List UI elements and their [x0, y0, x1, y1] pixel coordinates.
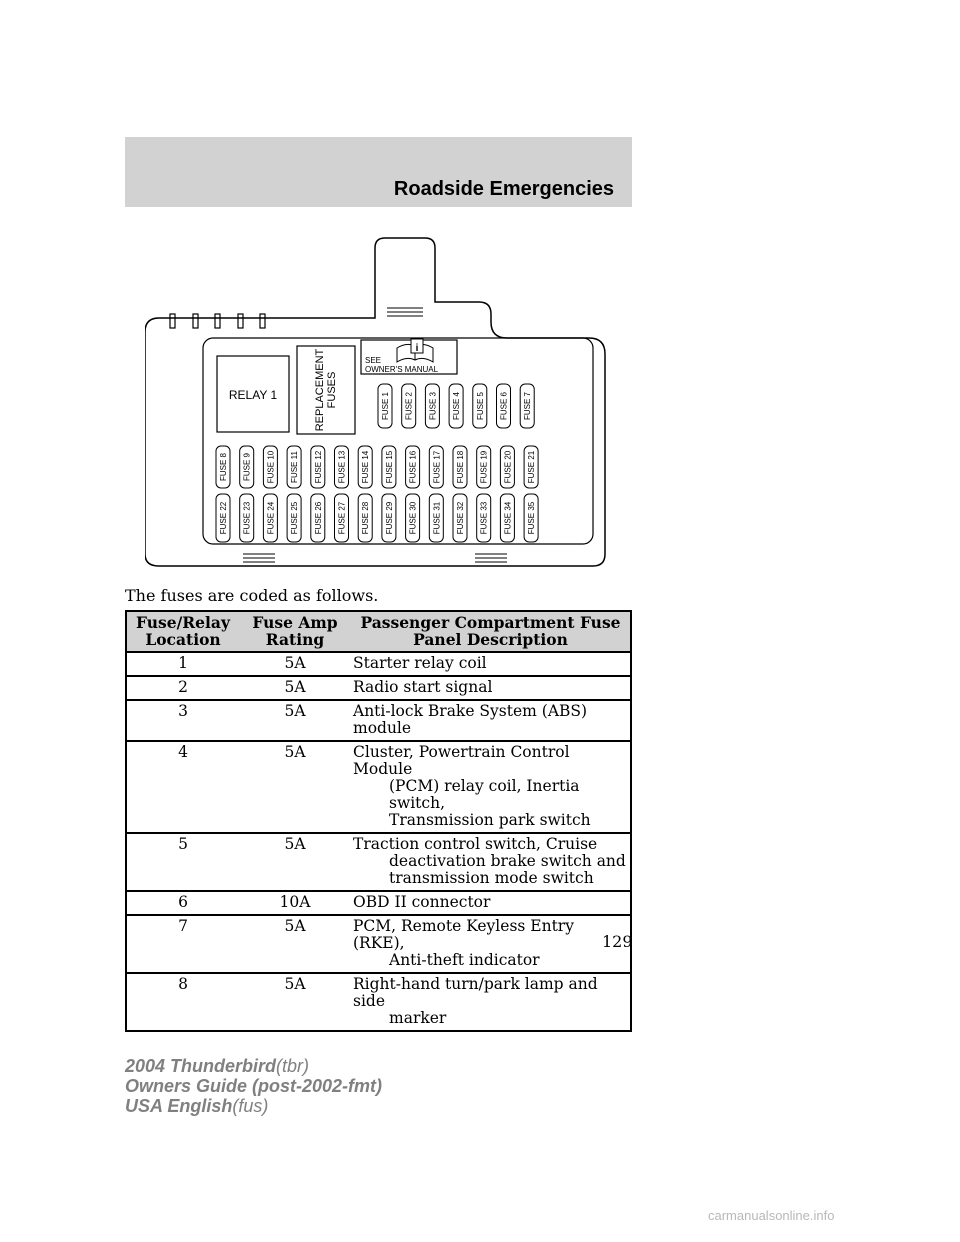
- fuse-slot: [378, 384, 392, 428]
- fuse-slot: [406, 494, 420, 542]
- section-header-band: [125, 137, 632, 207]
- fuse-label: FUSE 22: [219, 501, 228, 535]
- fuse-slot: [473, 384, 487, 428]
- table-row: [126, 833, 631, 891]
- fuse-label: FUSE 12: [313, 450, 323, 484]
- fuse-slot: [425, 384, 439, 428]
- cell-amp: 5A: [239, 973, 351, 1031]
- fuse-label: FUSE 19: [479, 450, 489, 484]
- fuse-label: FUSE 9: [242, 452, 252, 482]
- fuse-slot: [477, 446, 491, 488]
- fuse-slot: [402, 384, 416, 428]
- description-line: (PCM) relay coil, Inertia switch,: [389, 777, 580, 812]
- fuse-label: FUSE 14: [361, 450, 371, 484]
- cell-amp: 5A: [239, 652, 351, 676]
- fuse-slot: [453, 446, 467, 488]
- watermark: carmanualsonline.info: [708, 1208, 835, 1223]
- fuse-slot: [358, 494, 372, 542]
- fuse-label: FUSE 6: [499, 391, 509, 421]
- header-location: Fuse/Relay Location: [126, 611, 239, 652]
- fuse-layer: [216, 384, 538, 542]
- fuse-slot: [358, 446, 372, 488]
- description-line: transmission mode switch: [389, 869, 594, 887]
- table-row: [126, 973, 631, 1031]
- fuse-slot: [263, 446, 277, 488]
- section-title: Roadside Emergencies: [393, 178, 614, 200]
- cell-description: [351, 891, 631, 915]
- cell-description: [351, 915, 631, 973]
- cell-description: [351, 676, 631, 700]
- fuse-slot: [477, 494, 491, 542]
- fuse-label: FUSE 17: [432, 450, 442, 484]
- fuse-label: FUSE 8: [219, 452, 228, 482]
- fuse-label: FUSE 33: [479, 501, 489, 535]
- fuse-slot: [429, 446, 443, 488]
- cell-amp: 5A: [239, 833, 351, 891]
- cell-location: 5: [126, 833, 239, 891]
- fuse-slot: [429, 494, 443, 542]
- fuse-slot: [287, 446, 301, 488]
- fuse-slot: [382, 494, 396, 542]
- description-line: deactivation brake switch and: [389, 852, 626, 870]
- cell-amp: 10A: [239, 891, 351, 915]
- cell-location: 6: [126, 891, 239, 915]
- table-row: [126, 676, 631, 700]
- cell-location: 7: [126, 915, 239, 973]
- fuse-label: FUSE 21: [527, 450, 537, 484]
- cell-location: 3: [126, 700, 239, 741]
- fuse-slot: [520, 384, 534, 428]
- fuse-slot: [524, 494, 538, 542]
- description-line: Anti-lock Brake System (ABS) module: [353, 702, 588, 737]
- fuse-label: FUSE 35: [527, 501, 537, 535]
- table-row: [126, 652, 631, 676]
- header-amp: Fuse Amp Rating: [239, 611, 351, 652]
- description-line: PCM, Remote Keyless Entry (RKE),: [353, 917, 574, 952]
- fuse-label: FUSE 26: [313, 501, 323, 535]
- fuses-label: FUSES: [326, 371, 338, 409]
- fuse-label: FUSE 29: [384, 501, 394, 535]
- fuse-slot: [311, 446, 325, 488]
- cell-amp: 5A: [239, 700, 351, 741]
- fuse-slot: [335, 494, 349, 542]
- cell-description: [351, 741, 631, 833]
- fuse-slot: [500, 494, 514, 542]
- cell-amp: 5A: [239, 676, 351, 700]
- fuse-slot: [524, 446, 538, 488]
- connector-marks: [243, 554, 507, 562]
- fuse-label: FUSE 25: [290, 501, 300, 535]
- intro-text: The fuses are coded as follows.: [125, 586, 379, 605]
- description-line: Traction control switch, Cruise: [353, 835, 598, 853]
- description-line: Right-hand turn/park lamp and side: [353, 975, 598, 1010]
- fuse-label: FUSE 23: [242, 501, 252, 535]
- fuse-slot: [453, 494, 467, 542]
- fuse-label: FUSE 10: [266, 450, 276, 484]
- page-number: 129: [602, 932, 633, 951]
- fuse-slot: [263, 494, 277, 542]
- cell-amp: 5A: [239, 741, 351, 833]
- fuse-label: FUSE 27: [337, 501, 347, 535]
- fuse-label: FUSE 32: [456, 501, 465, 535]
- description-line: Starter relay coil: [353, 654, 487, 672]
- fuse-label: FUSE 7: [523, 391, 533, 421]
- cell-location: 1: [126, 652, 239, 676]
- fuse-slot: [500, 446, 514, 488]
- fuse-panel-svg: [145, 236, 615, 576]
- cell-description: [351, 652, 631, 676]
- fuse-slot: [497, 384, 511, 428]
- fuse-label: FUSE 30: [408, 501, 418, 535]
- fuse-label: FUSE 3: [428, 391, 438, 421]
- book-icon: [397, 339, 433, 362]
- owners-manual-label: OWNER'S MANUAL: [365, 365, 439, 374]
- fuse-panel-diagram: [145, 236, 615, 576]
- description-line: marker: [389, 1009, 447, 1027]
- fuse-label: FUSE 16: [408, 450, 418, 484]
- fuse-label: FUSE 24: [266, 501, 276, 535]
- fuse-slot: [216, 446, 230, 488]
- fuse-slot: [240, 494, 254, 542]
- fuse-slot: [216, 494, 230, 542]
- fuse-slot: [335, 446, 349, 488]
- retaining-clips: [170, 314, 265, 328]
- fuse-label: FUSE 1: [381, 391, 390, 421]
- description-line: Cluster, Powertrain Control Module: [353, 743, 570, 778]
- fuse-table-header: [126, 611, 631, 652]
- description-line: OBD II connector: [353, 893, 491, 911]
- fuse-slot: [240, 446, 254, 488]
- fuse-label: FUSE 28: [361, 501, 371, 535]
- replacement-label: REPLACEMENT: [314, 348, 326, 432]
- description-line: Anti-theft indicator: [389, 951, 540, 969]
- cell-description: [351, 833, 631, 891]
- see-label: SEE: [365, 356, 382, 365]
- fuse-label: FUSE 34: [503, 501, 513, 535]
- description-line: Radio start signal: [353, 678, 493, 696]
- relay-1-label: RELAY 1: [228, 388, 278, 402]
- footer: 2004 Thunderbird(tbr) Owners Guide (post-2002-fmt) USA English(fus): [125, 1056, 383, 1116]
- cell-location: 8: [126, 973, 239, 1031]
- cell-description: [351, 973, 631, 1031]
- fuse-label: FUSE 31: [432, 501, 442, 535]
- cell-location: 4: [126, 741, 239, 833]
- fuse-label: FUSE 13: [337, 450, 347, 484]
- table-row: [126, 741, 631, 833]
- fuse-label: FUSE 4: [452, 391, 462, 421]
- fuse-slot: [311, 494, 325, 542]
- fuse-label: FUSE 18: [456, 450, 465, 484]
- table-row: [126, 891, 631, 915]
- table-row: [126, 915, 631, 973]
- fuse-label: FUSE 5: [475, 391, 485, 421]
- cell-description: [351, 700, 631, 741]
- cell-location: 2: [126, 676, 239, 700]
- fuse-label: FUSE 2: [404, 391, 414, 421]
- svg-text:i: i: [415, 343, 419, 354]
- fuse-label: FUSE 11: [290, 451, 300, 483]
- description-line: Transmission park switch: [389, 811, 591, 829]
- fuse-slot: [406, 446, 420, 488]
- cell-amp: 5A: [239, 915, 351, 973]
- table-row: [126, 700, 631, 741]
- fuse-label: FUSE 20: [503, 450, 513, 484]
- fuse-slot: [287, 494, 301, 542]
- fuse-slot: [449, 384, 463, 428]
- fuse-slot: [382, 446, 396, 488]
- fuse-label: FUSE 15: [384, 450, 394, 484]
- header-description: Passenger Compartment Fuse Panel Description: [351, 611, 631, 652]
- fuse-table: [125, 610, 632, 1032]
